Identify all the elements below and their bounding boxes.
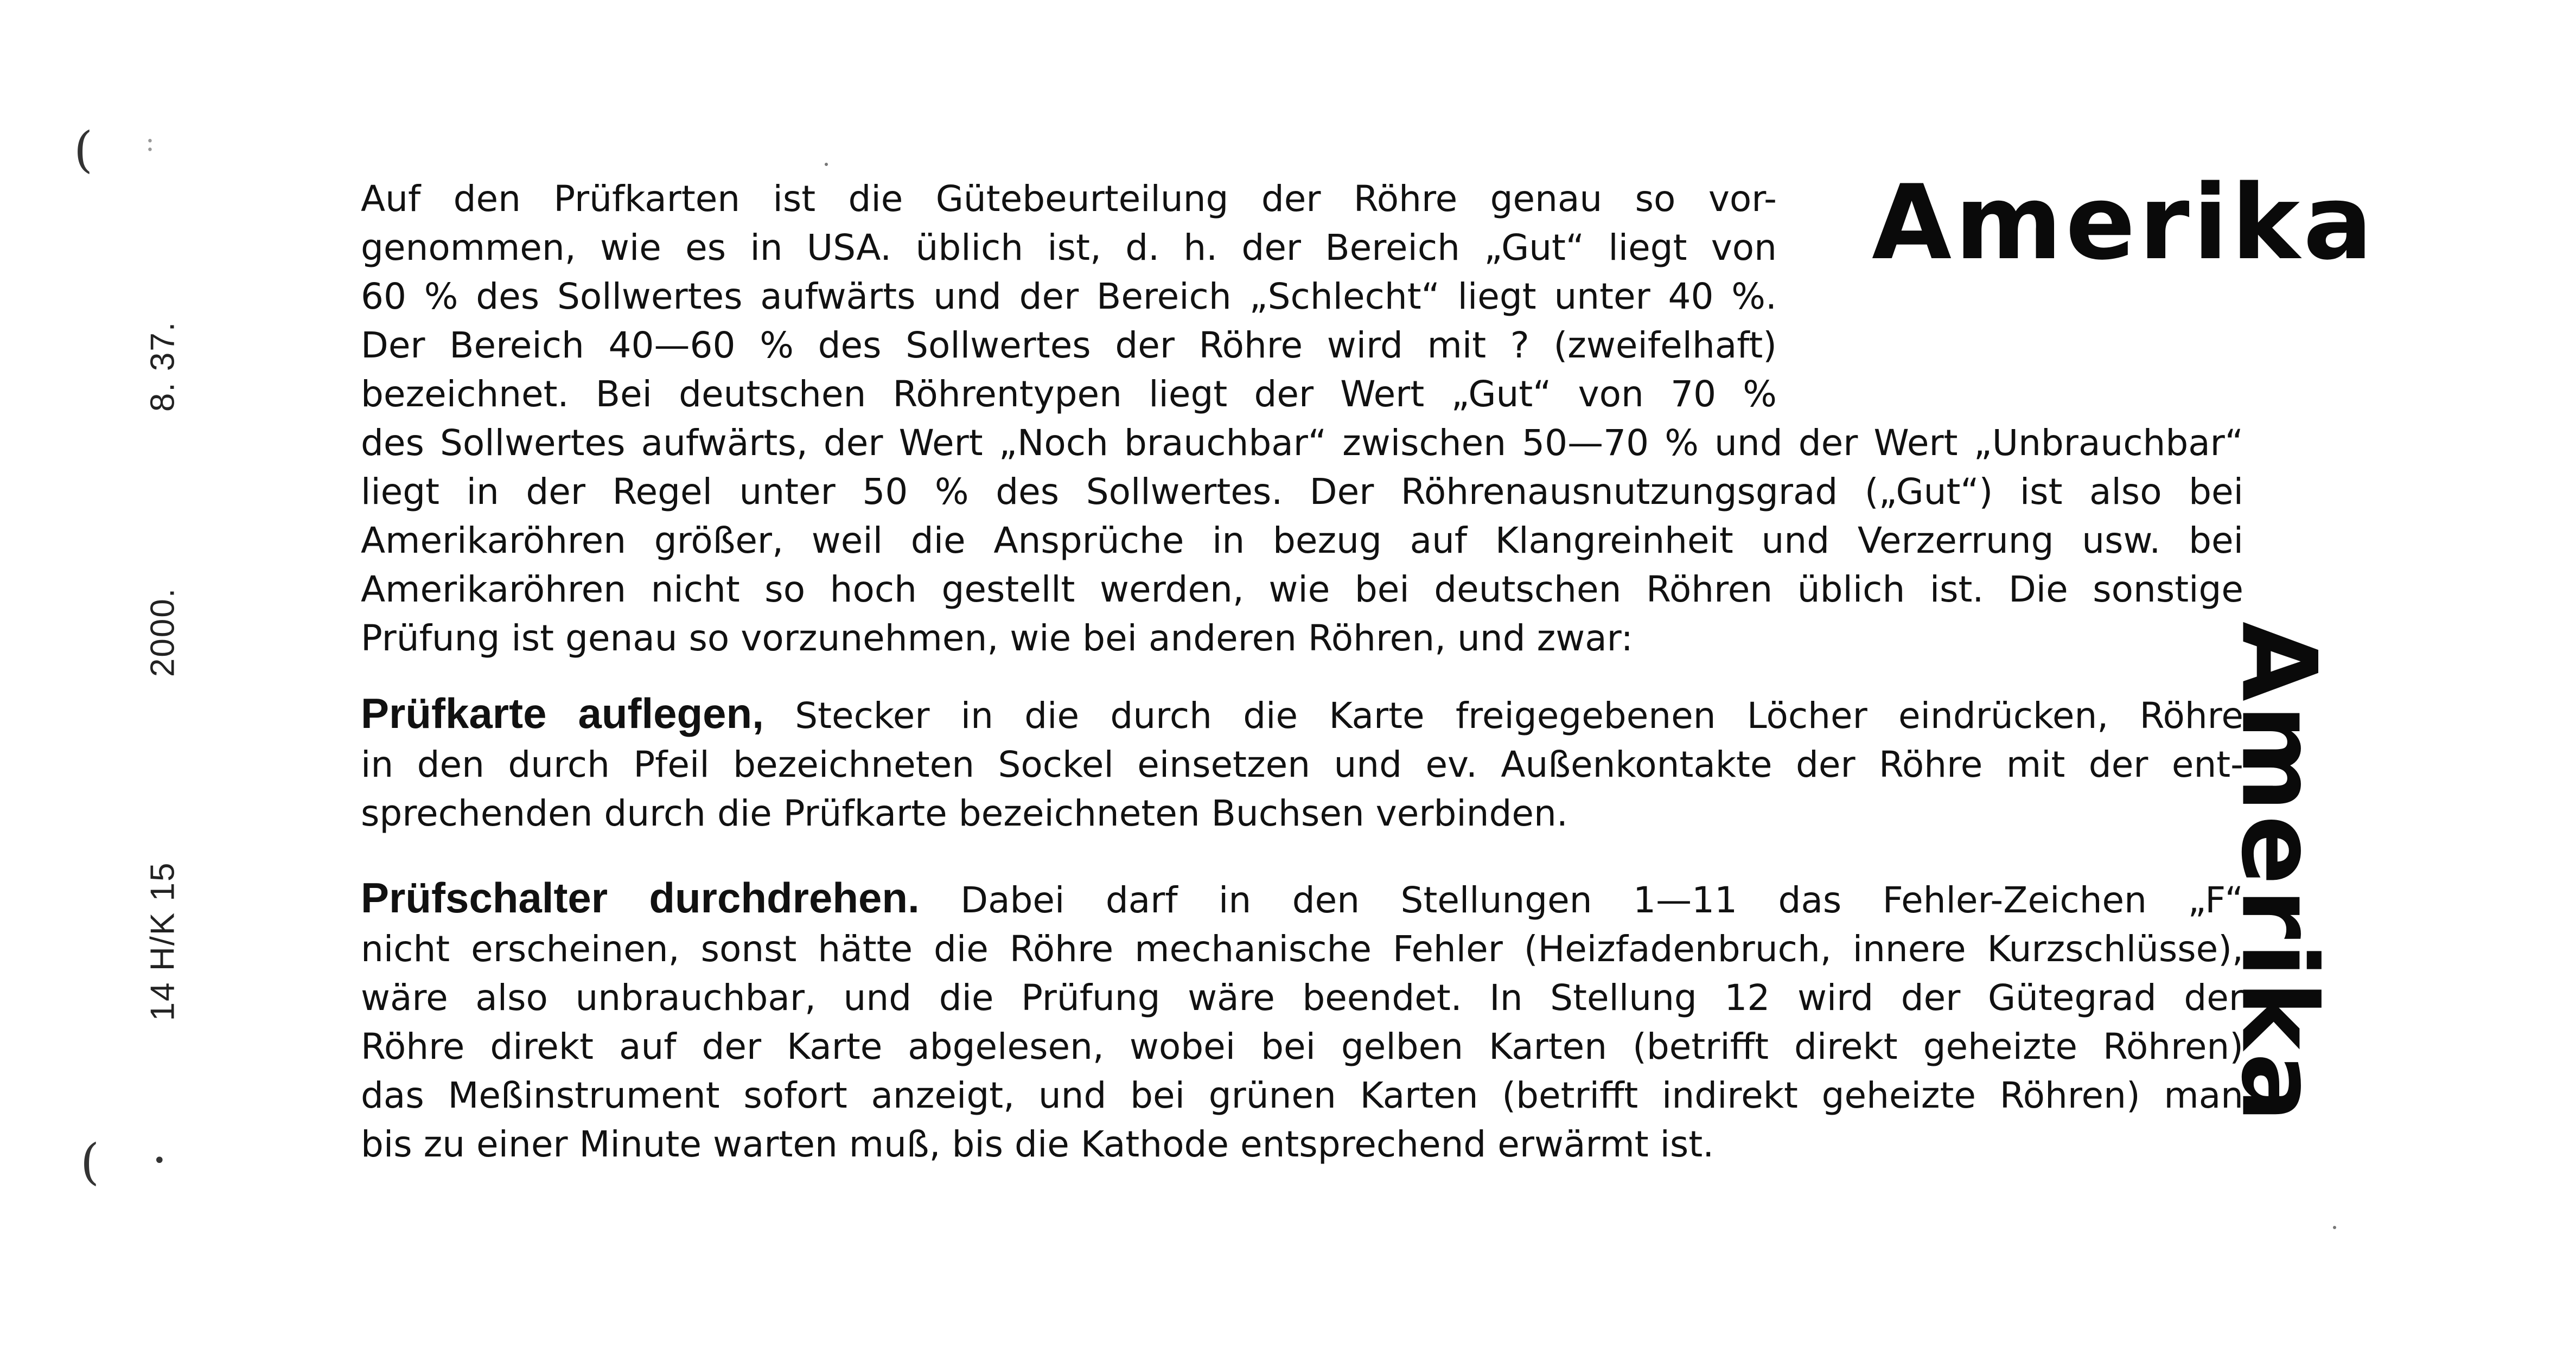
text-line: genommen, wie es in USA. üblich ist, d. h. der Bereich „Gut“ liegt von [361, 227, 1777, 268]
text-line: bezeichnet. Bei deutschen Röhrentypen liegt der Wert „Gut“ von 70 % [361, 373, 1777, 415]
registration-mark-top: ( [74, 122, 93, 178]
paragraph-heading: Prüfschalter durchdrehen. [361, 874, 920, 922]
text-line: das Meßinstrument sofort anzeigt, und bei grünen Karten (betrifft indirekt geheizte Röhren) man [361, 1075, 2243, 1116]
title-amerika-vertical: Amerika [2218, 621, 2339, 1126]
paragraph-place-card [361, 689, 2243, 838]
text-line: sprechenden durch die Prüfkarte bezeichneten Buchsen verbinden. [361, 792, 1568, 834]
registration-mark-bottom: ( [80, 1134, 100, 1191]
text-line: wäre also unbrauchbar, und die Prüfung wäre beendet. In Stellung 12 wird der Gütegrad der [361, 977, 2243, 1019]
text-line [361, 689, 2243, 740]
text-line: des Sollwertes aufwärts, der Wert „Noch brauchbar“ zwischen 50—70 % und der Wert „Unbrauchbar“ [361, 422, 2243, 464]
print-date-code: 8. 37. [144, 321, 182, 412]
text-line: liegt in der Regel unter 50 % des Sollwertes. Der Röhrenausnutzungsgrad („Gut“) ist also bei [361, 471, 2243, 513]
text-run: Stecker in die durch die Karte freigegebenen Löcher eindrücken, Röhre [763, 695, 2243, 737]
registration-mark-top-right: : [145, 126, 155, 157]
text-line: Amerikaröhren größer, weil die Ansprüche in bezug auf Klangreinheit und Verzerrung usw. bei [361, 520, 2243, 561]
text-line: Röhre direkt auf der Karte abgelesen, wobei bei gelben Karten (betrifft direkt geheizte Röhren) [361, 1026, 2243, 1067]
text-line [361, 873, 2243, 925]
text-line: Amerikaröhren nicht so hoch gestellt werden, wie bei deutschen Röhren üblich ist. Die sonstige [361, 568, 2243, 610]
paragraph-heading: Prüfkarte auflegen, [361, 689, 764, 737]
form-number-code: 14 H/K 15 [144, 861, 182, 1021]
text-run: Dabei darf in den Stellungen 1—11 das Fehler-Zeichen „F“ [919, 879, 2243, 921]
text-line: bis zu einer Minute warten muß, bis die Kathode entsprechend erwärmt ist. [361, 1123, 1714, 1165]
text-line: Auf den Prüfkarten ist die Gütebeurteilung der Röhre genau so vor- [361, 178, 1777, 220]
text-line: nicht erscheinen, sonst hätte die Röhre mechanische Fehler (Heizfadenbruch, innere Kurzschlüsse), [361, 928, 2243, 970]
text-line: Der Bereich 40—60 % des Sollwertes der Röhre wird mit ? (zweifelhaft) [361, 324, 1777, 366]
scan-speck [825, 163, 828, 166]
print-run-code: 2000. [144, 587, 182, 677]
scan-speck [2333, 1226, 2336, 1229]
title-amerika-horizontal: Amerika [1872, 163, 2376, 283]
text-line: in den durch Pfeil bezeichneten Sockel einsetzen und ev. Außenkontakte der Röhre mit der ent- [361, 744, 2243, 785]
paragraph-turn-switch [361, 873, 2243, 1169]
paragraph-rating-explanation [361, 175, 2243, 663]
registration-mark-bottom-right: • [153, 1148, 166, 1173]
text-line: Prüfung ist genau so vorzunehmen, wie bei anderen Röhren, und zwar: [361, 617, 1633, 659]
text-line: 60 % des Sollwertes aufwärts und der Bereich „Schlecht“ liegt unter 40 %. [361, 276, 1777, 317]
